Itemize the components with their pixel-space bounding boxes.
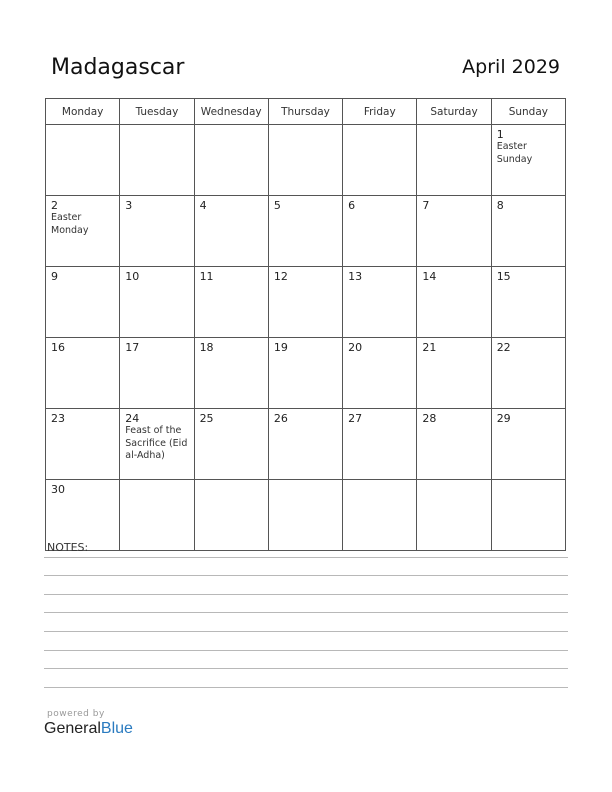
day-number: 24 [125,412,140,425]
day-number: 13 [348,270,363,283]
day-number: 7 [422,199,430,212]
calendar-day-cell [194,338,268,409]
day-number: 22 [496,341,511,354]
weekday-saturday: Saturday [417,99,491,125]
day-number: 21 [422,341,437,354]
weekday-wednesday: Wednesday [194,99,268,125]
calendar-grid [45,98,566,551]
calendar-day-cell [417,480,491,551]
day-number: 1 [496,128,504,141]
calendar-day-cell [268,480,342,551]
calendar-day-cell [491,338,565,409]
day-number: 27 [348,412,363,425]
calendar-day-cell [268,267,342,338]
calendar-day-cell [343,267,417,338]
calendar-day-cell [120,338,194,409]
calendar-day-cell [491,267,565,338]
day-number: 11 [199,270,214,283]
day-number: 26 [273,412,288,425]
calendar-day-cell [343,409,417,480]
calendar-day-cell [491,125,565,196]
calendar-day-cell [417,338,491,409]
calendar-day-cell [120,196,194,267]
day-number: 23 [51,412,65,425]
note-line [44,668,568,669]
day-number: 30 [51,483,65,496]
brand-blue-text: Blue [100,720,133,737]
day-number: 10 [125,270,140,283]
note-line [44,687,568,688]
calendar-day-cell [491,480,565,551]
calendar-day-cell [194,480,268,551]
day-number: 2 [51,199,58,212]
country-title: Madagascar [51,55,185,80]
weekday-monday: Monday [46,99,120,125]
day-number: 9 [51,270,58,283]
calendar-day-cell [268,409,342,480]
calendar-day-cell [46,338,120,409]
calendar-week-row [46,267,566,338]
calendar-week-row [46,409,566,480]
calendar-day-cell [343,338,417,409]
calendar-day-cell [120,409,194,480]
calendar-day-cell [120,480,194,551]
day-number: 12 [273,270,288,283]
day-number: 17 [125,341,140,354]
note-line [44,631,568,632]
day-number: 25 [199,412,214,425]
note-line [44,594,568,595]
weekday-thursday: Thursday [268,99,342,125]
note-line [44,557,568,558]
holiday-label: Easter Sunday [496,141,533,165]
calendar-day-cell [417,409,491,480]
calendar-day-cell [417,125,491,196]
calendar-day-cell [343,480,417,551]
calendar-day-cell [120,125,194,196]
calendar-day-cell [417,196,491,267]
notes-label: NOTES: [47,541,89,554]
calendar-day-cell [46,267,120,338]
calendar-day-cell [343,196,417,267]
calendar-day-cell [268,338,342,409]
calendar-day-cell [194,409,268,480]
calendar-day-cell [46,480,120,551]
weekday-tuesday: Tuesday [120,99,194,125]
day-number: 28 [422,412,437,425]
weekday-friday: Friday [343,99,417,125]
day-number: 15 [496,270,511,283]
month-title: April 2029 [462,56,560,78]
calendar-day-cell [194,125,268,196]
calendar-day-cell [46,125,120,196]
calendar-week-row [46,196,566,267]
note-line [44,612,568,613]
brand-general-text: General [44,720,101,737]
calendar-day-cell [194,196,268,267]
day-number: 18 [199,341,214,354]
day-number: 4 [199,199,207,212]
holiday-label: Feast of the Sacrifice (Eid al-Adha) [125,425,188,461]
calendar-day-cell [120,267,194,338]
calendar-week-row [46,125,566,196]
calendar-day-cell [268,196,342,267]
calendar-week-row [46,480,566,551]
weekday-header-row [46,99,566,125]
powered-by-text: powered by [47,709,105,719]
note-line [44,650,568,651]
generalblue-logo[interactable] [44,720,133,738]
calendar-day-cell [268,125,342,196]
day-number: 19 [273,341,288,354]
holiday-label: Easter Monday [51,212,89,236]
day-number: 8 [496,199,504,212]
day-number: 3 [125,199,133,212]
calendar-day-cell [46,409,120,480]
calendar-day-cell [491,196,565,267]
calendar-day-cell [417,267,491,338]
calendar-day-cell [491,409,565,480]
day-number: 29 [496,412,511,425]
weekday-sunday: Sunday [491,99,565,125]
calendar-day-cell [46,196,120,267]
calendar-body [46,125,566,551]
calendar-day-cell [343,125,417,196]
day-number: 5 [273,199,281,212]
day-number: 6 [348,199,356,212]
note-line [44,575,568,576]
day-number: 20 [348,341,363,354]
calendar-day-cell [194,267,268,338]
calendar-week-row [46,338,566,409]
day-number: 14 [422,270,437,283]
day-number: 16 [51,341,65,354]
